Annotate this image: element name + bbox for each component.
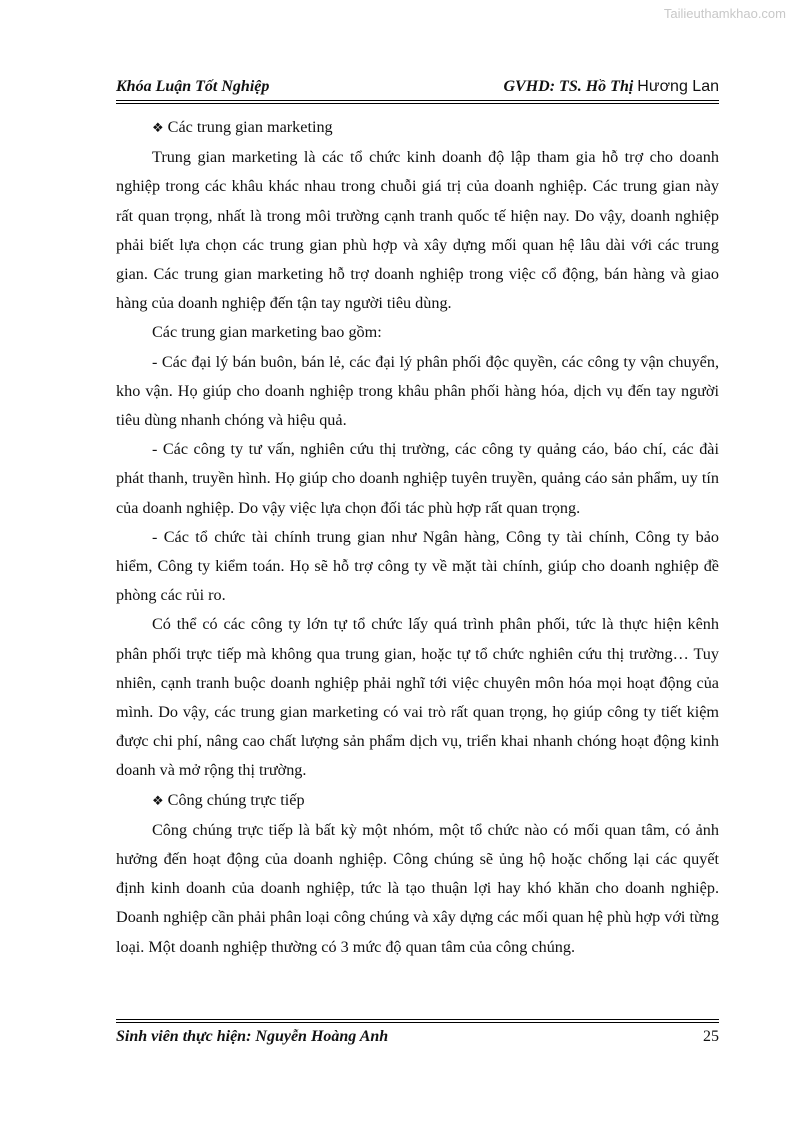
section-heading-text: Công chúng trực tiếp — [167, 790, 305, 809]
paragraph: Có thể có các công ty lớn tự tổ chức lấy quá trình phân phối, tức là thực hiện kênh phân phối trực tiếp mà không qua trung gian, hoặc tự tổ chức nghiên cứu thị trường… Tuy nhiên, cạnh tranh buộc doanh nghiệp phải nghĩ tới việc chuyên môn hóa mọi hoạt động của mình. Do vậy, các trung gian marketing có vai trò rất quan trọng, họ giúp công ty tiết kiệm được chi phí, nâng cao chất lượng sản phẩm dịch vụ, triển khai nhanh chóng hoạt động kinh doanh và mở rộng thị trường. — [116, 615, 719, 780]
header-right-plain: Hương Lan — [637, 78, 719, 95]
header-right-bold: GVHD: TS. Hồ Thị — [503, 78, 634, 95]
section-heading — [116, 786, 719, 816]
paragraph: - Các tổ chức tài chính trung gian như Ngân hàng, Công ty tài chính, Công ty bảo hiểm, Công ty kiểm toán. Họ sẽ hỗ trợ công ty về mặt tài chính, giúp cho doanh nghiệp đề phòng các rủi ro. — [116, 527, 719, 605]
section-heading — [116, 113, 719, 143]
footer-rule — [116, 1019, 719, 1023]
paragraph: Trung gian marketing là các tổ chức kinh doanh độ lập tham gia hỗ trợ cho doanh nghiệp trong các khâu khác nhau trong chuỗi giá trị của doanh nghiệp. Các trung gian này rất quan trọng, nhất là trong môi trường cạnh tranh quốc tế hiện nay. Do vậy, doanh nghiệp phải biết lựa chọn các trung gian phù hợp và xây dựng mối quan hệ lâu dài với các trung gian. Các trung gian marketing hỗ trợ doanh nghiệp trong việc cổ động, bán hàng và giao hàng của doanh nghiệp đến tận tay người tiêu dùng. — [116, 148, 719, 313]
header-right — [504, 78, 720, 96]
paragraph: - Các đại lý bán buôn, bán lẻ, các đại lý phân phối độc quyền, các công ty vận chuyển, kho vận. Họ giúp cho doanh nghiệp trong khâu phân phối hàng hóa, dịch vụ đến tay người tiêu dùng nhanh chóng và hiệu quả. — [116, 352, 719, 430]
section-heading-text: Các trung gian marketing — [167, 118, 333, 136]
header-rule — [116, 100, 719, 104]
watermark: Tailieuthamkhao.com — [663, 6, 786, 21]
page-header — [116, 78, 719, 96]
paragraph: Các trung gian marketing bao gồm: — [152, 323, 382, 342]
header-left: Khóa Luận Tốt Nghiệp — [116, 78, 270, 95]
page-footer — [116, 1028, 719, 1046]
footer-author: Sinh viên thực hiện: Nguyễn Hoàng Anh — [116, 1028, 389, 1045]
diamond-bullet-icon: ❖ — [152, 121, 164, 136]
diamond-bullet-icon: ❖ — [152, 793, 164, 809]
page-body — [116, 113, 719, 962]
paragraph: Công chúng trực tiếp là bất kỳ một nhóm, một tổ chức nào có mối quan tâm, có ảnh hưởng đến hoạt động của doanh nghiệp. Công chúng sẽ ủng hộ hoặc chống lại các quyết định kinh doanh của doanh nghiệp, tức là tạo thuận lợi hay khó khăn cho doanh nghiệp. Doanh nghiệp cần phải phân loại công chúng và xây dựng các mối quan hệ phù hợp với từng loại. Một doanh nghiệp thường có 3 mức độ quan tâm của công chúng. — [116, 820, 719, 956]
page-number: 25 — [703, 1028, 719, 1045]
paragraph: - Các công ty tư vấn, nghiên cứu thị trường, các công ty quảng cáo, báo chí, các đài phát thanh, truyền hình. Họ giúp cho doanh nghiệp tuyên truyền, quảng cáo sản phẩm, uy tín của doanh nghiệp. Do vậy việc lựa chọn đối tác phù hợp rất quan trọng. — [116, 440, 719, 517]
